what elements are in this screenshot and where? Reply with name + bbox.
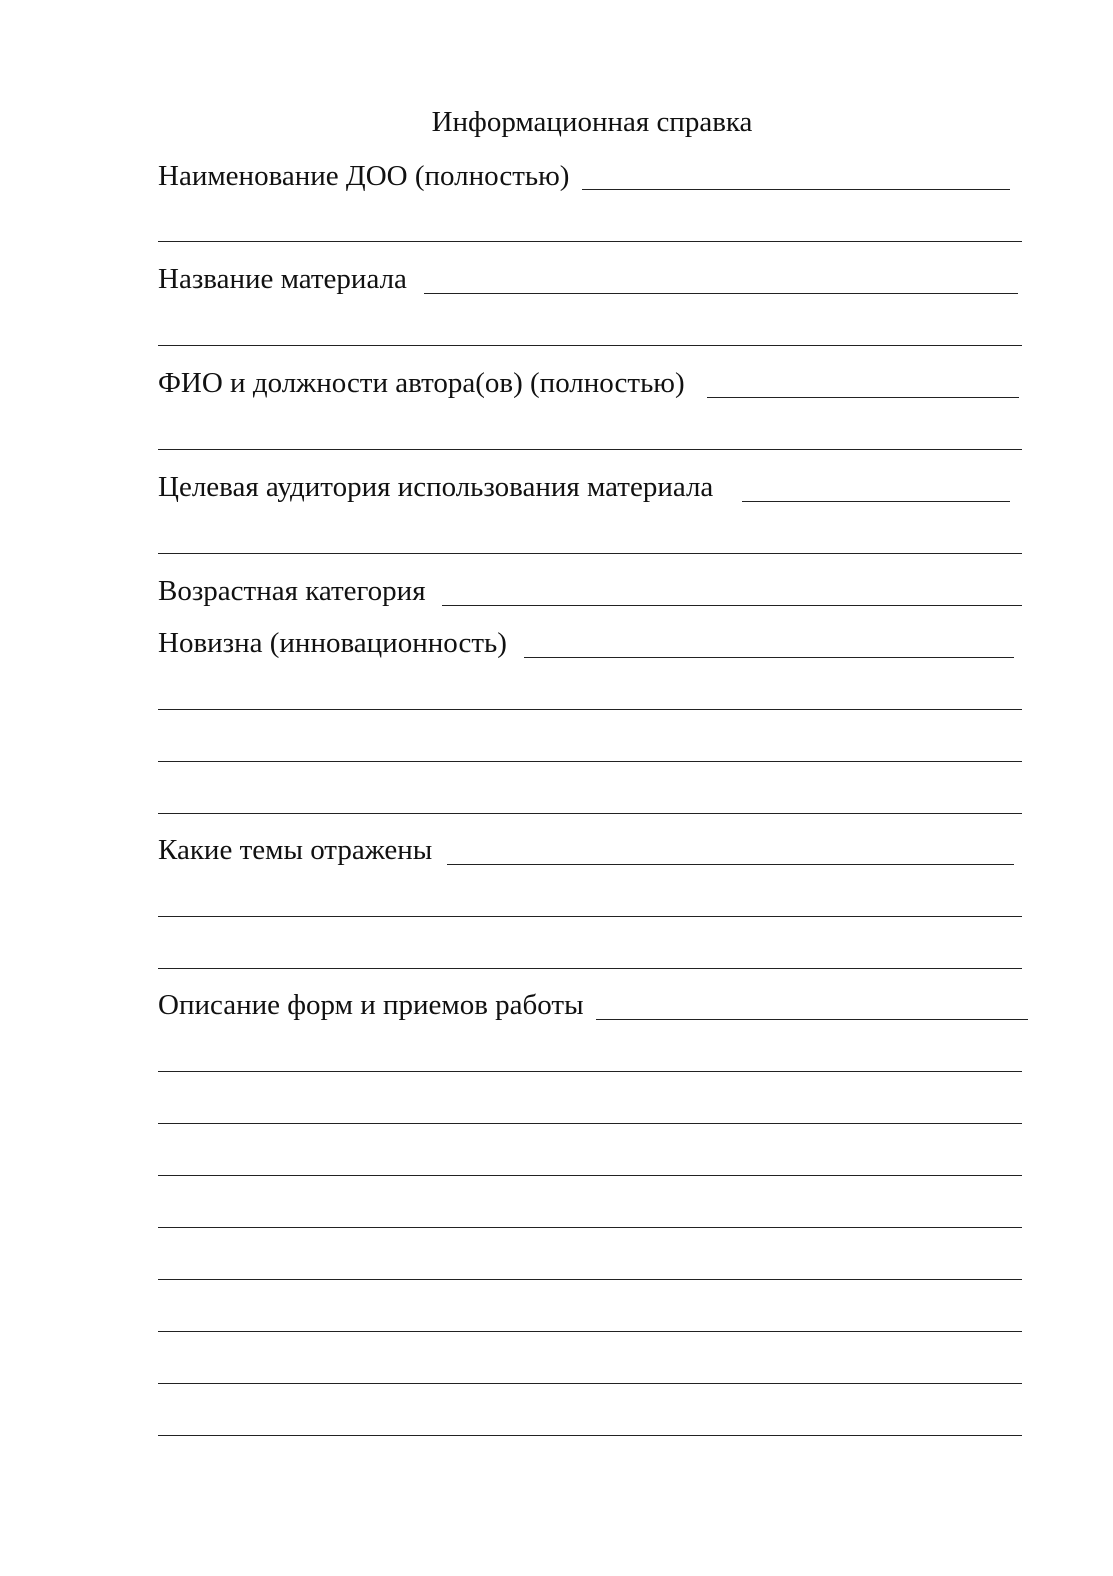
authors-continuation-line[interactable] [158,449,1022,450]
field-label-material-name: Название материала [158,263,407,295]
work-methods-continuation-line-8[interactable] [158,1435,1022,1436]
doo-name-input-line[interactable] [582,189,1010,190]
field-label-authors: ФИО и должности автора(ов) (полностью) [158,367,685,399]
work-methods-continuation-line-5[interactable] [158,1279,1022,1280]
material-name-input-line[interactable] [424,293,1018,294]
field-label-target-audience: Целевая аудитория использования материала [158,471,714,503]
work-methods-continuation-line-6[interactable] [158,1331,1022,1332]
page-title: Информационная справка [431,106,753,138]
field-label-work-methods: Описание форм и приемов работы [158,989,584,1021]
work-methods-continuation-line-1[interactable] [158,1071,1022,1072]
field-label-topics: Какие темы отражены [158,834,433,866]
field-label-age-category: Возрастная категория [158,575,426,607]
target-audience-input-line[interactable] [742,501,1010,502]
topics-continuation-line-1[interactable] [158,916,1022,917]
topics-continuation-line-2[interactable] [158,968,1022,969]
novelty-input-line[interactable] [524,657,1014,658]
age-category-input-line[interactable] [442,605,1022,606]
work-methods-input-line[interactable] [596,1019,1028,1020]
work-methods-continuation-line-2[interactable] [158,1123,1022,1124]
target-audience-continuation-line[interactable] [158,553,1022,554]
novelty-continuation-line-1[interactable] [158,709,1022,710]
topics-input-line[interactable] [447,864,1014,865]
material-name-continuation-line[interactable] [158,345,1022,346]
work-methods-continuation-line-3[interactable] [158,1175,1022,1176]
novelty-continuation-line-3[interactable] [158,813,1022,814]
doo-name-continuation-line[interactable] [158,241,1022,242]
field-label-doo-name: Наименование ДОО (полностью) [158,160,570,192]
authors-input-line[interactable] [707,397,1019,398]
work-methods-continuation-line-7[interactable] [158,1383,1022,1384]
novelty-continuation-line-2[interactable] [158,761,1022,762]
field-label-novelty: Новизна (инновационность) [158,627,507,659]
work-methods-continuation-line-4[interactable] [158,1227,1022,1228]
